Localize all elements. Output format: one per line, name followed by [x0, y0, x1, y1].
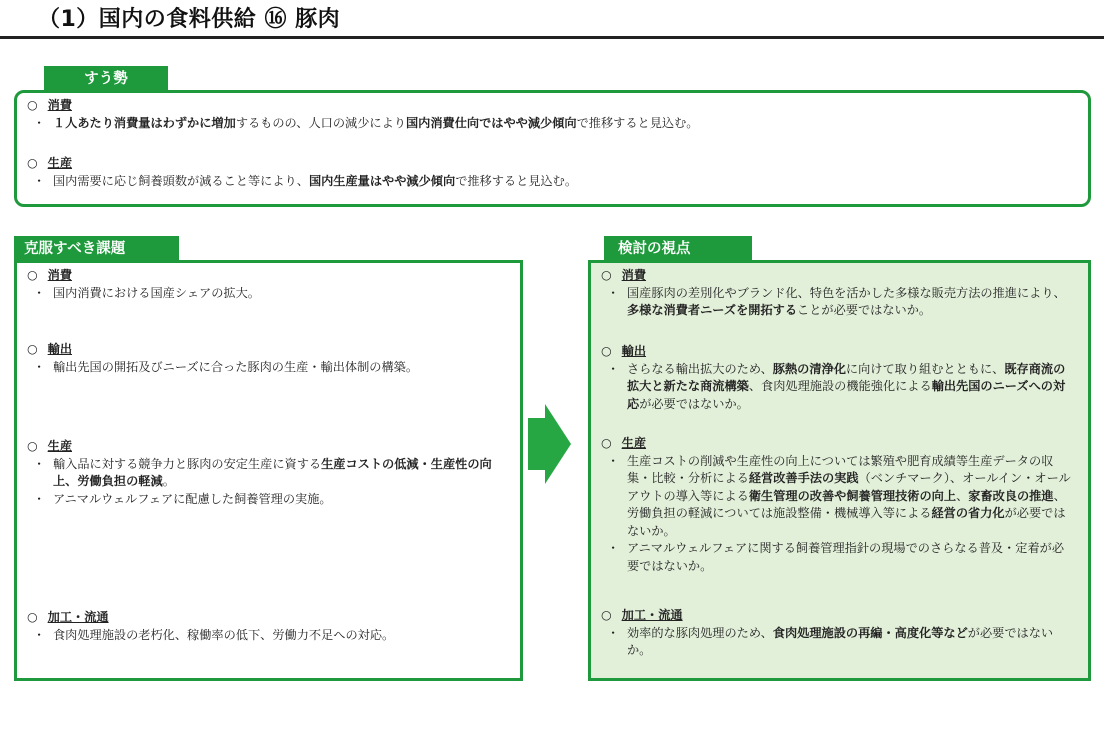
- list-item: ・ 生産コストの削減や生産性の向上については繁殖や肥育成績等生産データの収集・比較・分析による経営改善手法の実践（ベンチマーク）、オールイン・オールアウトの導入等による衛生管理の改善や飼養管理技術の向上、家畜改良の推進、労働負担の軽減については施設整備・機械導入等による経営の省力化が必要ではないか。: [607, 453, 1074, 541]
- perspective-production: [591, 435, 1074, 575]
- perspective-processing: [591, 607, 1074, 660]
- circle-bullet-icon: ○: [27, 342, 38, 356]
- dot-bullet-icon: ・: [607, 625, 620, 640]
- circle-bullet-icon: ○: [27, 268, 38, 282]
- dot-bullet-icon: ・: [33, 115, 46, 130]
- list-item: ・ 国産豚肉の差別化やブランド化、特色を活かした多様な販売方法の推進により、多様な消費者ニーズを開拓することが必要ではないか。: [607, 285, 1074, 320]
- dot-bullet-icon: ・: [607, 361, 620, 376]
- challenge-processing: [17, 609, 520, 644]
- dot-bullet-icon: ・: [33, 456, 46, 471]
- section-heading: 加工・流通: [47, 610, 109, 624]
- page-title: （1）国内の食料供給 ⑯ 豚肉: [38, 7, 341, 32]
- dot-bullet-icon: ・: [33, 359, 46, 374]
- trend-tab: すう勢: [44, 66, 168, 92]
- list-item: ・ アニマルウェルフェアに配慮した飼養管理の実施。: [33, 491, 508, 509]
- list-item: ・ 食肉処理施設の老朽化、稼働率の低下、労働力不足への対応。: [33, 627, 520, 645]
- circle-bullet-icon: ○: [601, 608, 612, 622]
- dot-bullet-icon: ・: [33, 285, 46, 300]
- challenge-consumption: [17, 267, 520, 302]
- perspective-consumption: [591, 267, 1074, 320]
- perspective-export: [591, 343, 1074, 413]
- dot-bullet-icon: ・: [607, 285, 620, 300]
- challenge-export: [17, 341, 520, 376]
- challenges-box: [14, 260, 523, 681]
- circle-bullet-icon: ○: [601, 268, 612, 282]
- perspectives-tab: 検討の視点: [604, 236, 752, 262]
- circle-bullet-icon: ○: [27, 156, 38, 170]
- list-item: ・ 輸入品に対する競争力と豚肉の安定生産に資する生産コストの低減・生産性の向上、労働負担の軽減。: [33, 456, 508, 491]
- challenges-tab: 克服すべき課題: [14, 236, 179, 262]
- list-item: ・ １人あたり消費量はわずかに増加するものの、人口の減少により国内消費仕向ではやや減少傾向で推移すると見込む。: [33, 115, 1088, 133]
- trend-box: [14, 90, 1091, 207]
- list-item: ・ アニマルウェルフェアに関する飼養管理指針の現場でのさらなる普及・定着が必要ではないか。: [607, 540, 1074, 575]
- section-heading: 輸出: [47, 342, 73, 356]
- dot-bullet-icon: ・: [33, 491, 46, 506]
- section-heading: 輸出: [621, 344, 647, 358]
- circle-bullet-icon: ○: [27, 439, 38, 453]
- section-heading: 生産: [47, 156, 73, 170]
- dot-bullet-icon: ・: [607, 541, 620, 555]
- circle-bullet-icon: ○: [601, 436, 612, 450]
- trend-production: [17, 155, 1088, 190]
- section-heading: 生産: [47, 439, 73, 453]
- list-item: ・ さらなる輸出拡大のため、豚熱の清浄化に向けて取り組むとともに、既存商流の拡大と新たな商流構築、食肉処理施設の機能強化による輸出先国のニーズへの対応が必要ではないか。: [607, 361, 1074, 414]
- dot-bullet-icon: ・: [33, 627, 46, 642]
- section-heading: 消費: [47, 98, 73, 112]
- circle-bullet-icon: ○: [27, 98, 38, 112]
- right-arrow-icon: [528, 418, 545, 470]
- challenge-production: [17, 438, 508, 508]
- list-item: ・ 国内消費における国産シェアの拡大。: [33, 285, 520, 303]
- section-heading: 消費: [621, 268, 647, 282]
- list-item: ・ 効率的な豚肉処理のため、食肉処理施設の再編・高度化等などが必要ではないか。: [607, 625, 1074, 660]
- list-item: ・ 国内需要に応じ飼養頭数が減ること等により、国内生産量はやや減少傾向で推移すると見込む。: [33, 173, 1088, 191]
- dot-bullet-icon: ・: [33, 173, 46, 188]
- list-item: ・ 輸出先国の開拓及びニーズに合った豚肉の生産・輸出体制の構築。: [33, 359, 520, 377]
- circle-bullet-icon: ○: [601, 344, 612, 358]
- title-divider: [0, 36, 1104, 39]
- section-heading: 消費: [47, 268, 73, 282]
- section-heading: 加工・流通: [621, 608, 683, 622]
- dot-bullet-icon: ・: [607, 453, 620, 468]
- circle-bullet-icon: ○: [27, 610, 38, 624]
- trend-consumption: [17, 97, 1088, 132]
- section-heading: 生産: [621, 436, 647, 450]
- arrow-head-icon: [545, 404, 571, 484]
- perspectives-box: [588, 260, 1091, 681]
